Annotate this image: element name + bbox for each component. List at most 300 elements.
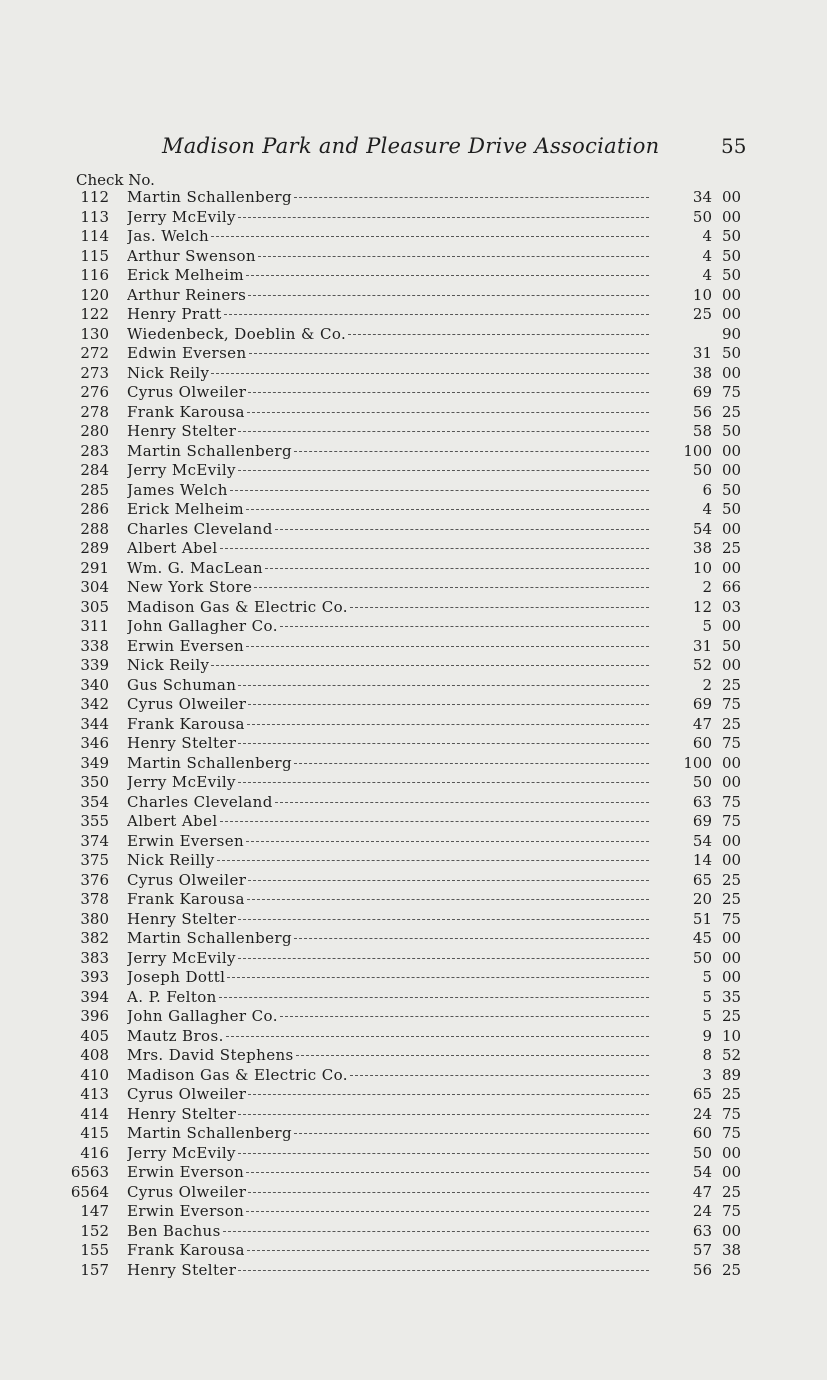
list-item bbox=[0, 208, 827, 228]
amount-cents: 75 bbox=[722, 383, 742, 401]
list-item bbox=[0, 871, 827, 891]
payee-name: Albert Abel bbox=[127, 539, 218, 557]
list-item bbox=[0, 968, 827, 988]
amount-cents: 00 bbox=[722, 558, 742, 577]
list-item bbox=[0, 715, 827, 735]
check-number: 340 bbox=[80, 675, 109, 694]
amount-dollars: 24 bbox=[692, 1202, 712, 1220]
amount-cents: 00 bbox=[722, 441, 742, 460]
amount-cents: 50 bbox=[722, 227, 742, 245]
list-item bbox=[0, 188, 827, 208]
payee-cell bbox=[127, 1027, 649, 1047]
amount-dollars: 2 bbox=[702, 578, 712, 596]
list-item bbox=[0, 364, 827, 384]
dotted-leader bbox=[275, 801, 649, 803]
check-number: 147 bbox=[80, 1202, 109, 1220]
amount-cents: 89 bbox=[722, 1065, 742, 1084]
check-number: 120 bbox=[80, 285, 109, 304]
payee-name: Frank Karousa bbox=[127, 1241, 245, 1259]
dotted-leader bbox=[247, 898, 649, 900]
check-number: 380 bbox=[80, 909, 109, 928]
list-item bbox=[0, 461, 827, 481]
check-number: 291 bbox=[80, 558, 109, 577]
amount-cents: 50 bbox=[722, 500, 742, 518]
amount-dollars: 25 bbox=[692, 305, 712, 323]
amount-dollars: 50 bbox=[692, 461, 712, 479]
check-number: 130 bbox=[80, 324, 109, 343]
payee-cell bbox=[127, 1046, 649, 1066]
amount-dollars: 69 bbox=[692, 383, 712, 401]
amount-cents: 00 bbox=[722, 1221, 742, 1240]
amount-dollars: 60 bbox=[692, 734, 712, 752]
amount-cents: 25 bbox=[722, 1085, 742, 1103]
amount-dollars: 57 bbox=[692, 1241, 712, 1259]
amount-cents: 00 bbox=[722, 207, 742, 226]
payee-name: Martin Schallenberg bbox=[127, 441, 292, 460]
payee-name: Cyrus Olweiler bbox=[127, 695, 247, 713]
payee-name: A. P. Felton bbox=[127, 987, 217, 1006]
check-number: 305 bbox=[80, 597, 109, 616]
payee-name: Frank Karousa bbox=[127, 402, 245, 421]
payee-cell bbox=[127, 988, 649, 1008]
check-number: 350 bbox=[80, 773, 109, 791]
amount-dollars: 34 bbox=[692, 188, 712, 206]
list-item bbox=[0, 227, 827, 247]
amount-dollars: 100 bbox=[683, 441, 712, 460]
list-item bbox=[0, 383, 827, 403]
dotted-leader bbox=[238, 684, 649, 686]
check-number: 276 bbox=[80, 383, 109, 401]
payee-cell bbox=[127, 305, 649, 325]
amount-cents: 38 bbox=[722, 1241, 742, 1259]
payee-name: Wiedenbeck, Doeblin & Co. bbox=[127, 324, 347, 343]
check-number: 375 bbox=[80, 851, 109, 869]
amount-dollars: 24 bbox=[692, 1104, 712, 1123]
dotted-leader bbox=[211, 372, 649, 374]
payee-cell bbox=[127, 598, 649, 618]
list-item bbox=[0, 637, 827, 657]
dotted-leader bbox=[238, 469, 649, 471]
payee-name: Henry Stelter bbox=[127, 909, 237, 928]
check-number: 285 bbox=[80, 480, 109, 499]
amount-dollars: 65 bbox=[692, 1085, 712, 1103]
amount-cents: 25 bbox=[722, 1007, 742, 1025]
dotted-leader bbox=[254, 586, 649, 588]
list-item bbox=[0, 286, 827, 306]
list-item bbox=[0, 1066, 827, 1086]
payee-cell bbox=[127, 520, 649, 540]
payee-cell bbox=[127, 676, 649, 696]
payee-name: Joseph Dottl bbox=[127, 968, 226, 986]
amount-dollars: 63 bbox=[692, 1221, 712, 1240]
list-item bbox=[0, 773, 827, 793]
payee-cell bbox=[127, 461, 649, 481]
payee-name: Martin Schallenberg bbox=[127, 188, 292, 206]
list-item bbox=[0, 422, 827, 442]
amount-dollars: 100 bbox=[683, 753, 712, 772]
check-number: 6563 bbox=[70, 1163, 109, 1181]
dotted-leader bbox=[248, 391, 649, 393]
dotted-leader bbox=[246, 1210, 649, 1212]
dotted-leader bbox=[294, 937, 649, 939]
list-item bbox=[0, 754, 827, 774]
amount-dollars: 56 bbox=[692, 402, 712, 421]
payee-name: Frank Karousa bbox=[127, 714, 245, 733]
payee-cell bbox=[127, 344, 649, 364]
payee-cell bbox=[127, 656, 649, 676]
list-item bbox=[0, 325, 827, 345]
payee-name: Erwin Everson bbox=[127, 1202, 245, 1220]
amount-cents: 75 bbox=[722, 1202, 742, 1220]
payee-cell bbox=[127, 1261, 649, 1281]
check-number: 155 bbox=[80, 1241, 109, 1259]
amount-dollars: 63 bbox=[692, 792, 712, 811]
list-item bbox=[0, 832, 827, 852]
amount-dollars: 69 bbox=[692, 695, 712, 713]
amount-cents: 50 bbox=[722, 266, 742, 284]
check-number: 339 bbox=[80, 656, 109, 674]
list-item bbox=[0, 617, 827, 637]
dotted-leader bbox=[248, 1191, 649, 1193]
payee-name: Gus Schuman bbox=[127, 675, 237, 694]
payee-cell bbox=[127, 734, 649, 754]
amount-cents: 25 bbox=[722, 675, 742, 694]
amount-cents: 75 bbox=[722, 792, 742, 811]
amount-cents: 35 bbox=[722, 987, 742, 1006]
amount-cents: 50 bbox=[722, 480, 742, 499]
dotted-leader bbox=[248, 1093, 649, 1095]
amount-cents: 00 bbox=[722, 773, 742, 791]
list-item bbox=[0, 247, 827, 267]
list-item bbox=[0, 812, 827, 832]
amount-cents: 00 bbox=[722, 656, 742, 674]
amount-cents: 25 bbox=[722, 890, 742, 908]
list-item bbox=[0, 910, 827, 930]
check-number: 354 bbox=[80, 792, 109, 811]
payee-cell bbox=[127, 1124, 649, 1144]
dotted-leader bbox=[280, 1015, 649, 1017]
payee-cell bbox=[127, 1183, 649, 1203]
amount-cents: 66 bbox=[722, 578, 742, 596]
amount-cents: 75 bbox=[722, 1104, 742, 1123]
amount-cents: 00 bbox=[722, 851, 742, 869]
payee-cell bbox=[127, 851, 649, 871]
amount-cents: 00 bbox=[722, 617, 742, 635]
check-number-column-header: Check No. bbox=[76, 171, 155, 189]
amount-dollars: 3 bbox=[702, 1065, 712, 1084]
amount-dollars: 5 bbox=[702, 617, 712, 635]
check-number: 393 bbox=[80, 968, 109, 986]
payee-cell bbox=[127, 715, 649, 735]
payee-name: Jas. Welch bbox=[127, 227, 210, 245]
amount-cents: 75 bbox=[722, 695, 742, 713]
amount-cents: 00 bbox=[722, 753, 742, 772]
payee-cell bbox=[127, 695, 649, 715]
check-list bbox=[0, 188, 827, 1280]
check-number: 113 bbox=[80, 207, 109, 226]
list-item bbox=[0, 1202, 827, 1222]
dotted-leader bbox=[294, 450, 649, 452]
payee-cell bbox=[127, 1105, 649, 1125]
dotted-leader bbox=[248, 703, 649, 705]
list-item bbox=[0, 559, 827, 579]
check-number: 115 bbox=[80, 246, 109, 265]
amount-dollars: 8 bbox=[702, 1046, 712, 1064]
payee-cell bbox=[127, 442, 649, 462]
amount-cents: 00 bbox=[722, 948, 742, 967]
amount-cents: 00 bbox=[722, 929, 742, 947]
amount-dollars: 50 bbox=[692, 1143, 712, 1162]
payee-cell bbox=[127, 1222, 649, 1242]
payee-name: James Welch bbox=[127, 480, 228, 499]
dotted-leader bbox=[211, 235, 649, 237]
amount-dollars: 31 bbox=[692, 636, 712, 655]
dotted-leader bbox=[294, 762, 649, 764]
dotted-leader bbox=[238, 1152, 649, 1154]
dotted-leader bbox=[224, 313, 649, 315]
list-item bbox=[0, 481, 827, 501]
amount-cents: 00 bbox=[722, 831, 742, 850]
dotted-leader bbox=[280, 625, 649, 627]
payee-name: Henry Stelter bbox=[127, 422, 237, 440]
amount-cents: 50 bbox=[722, 344, 742, 362]
amount-dollars: 38 bbox=[692, 539, 712, 557]
dotted-leader bbox=[246, 508, 649, 510]
payee-cell bbox=[127, 422, 649, 442]
payee-name: Erwin Everson bbox=[127, 1163, 245, 1181]
dotted-leader bbox=[220, 547, 649, 549]
list-item bbox=[0, 1027, 827, 1047]
amount-dollars: 4 bbox=[702, 227, 712, 245]
list-item bbox=[0, 1222, 827, 1242]
list-item bbox=[0, 520, 827, 540]
check-number: 344 bbox=[80, 714, 109, 733]
payee-cell bbox=[127, 968, 649, 988]
amount-cents: 00 bbox=[722, 363, 742, 382]
payee-cell bbox=[127, 890, 649, 910]
dotted-leader bbox=[294, 196, 649, 198]
payee-name: Martin Schallenberg bbox=[127, 753, 292, 772]
payee-name: Madison Gas & Electric Co. bbox=[127, 597, 348, 616]
amount-dollars: 31 bbox=[692, 344, 712, 362]
payee-name: Nick Reilly bbox=[127, 851, 215, 869]
dotted-leader bbox=[247, 723, 649, 725]
amount-cents: 50 bbox=[722, 246, 742, 265]
list-item bbox=[0, 734, 827, 754]
check-number: 280 bbox=[80, 422, 109, 440]
dotted-leader bbox=[217, 859, 649, 861]
list-item bbox=[0, 1085, 827, 1105]
amount-cents: 50 bbox=[722, 636, 742, 655]
payee-cell bbox=[127, 929, 649, 949]
check-number: 284 bbox=[80, 461, 109, 479]
check-number: 410 bbox=[80, 1065, 109, 1084]
dotted-leader bbox=[238, 957, 649, 959]
check-number: 338 bbox=[80, 636, 109, 655]
check-number: 289 bbox=[80, 539, 109, 557]
check-number: 415 bbox=[80, 1124, 109, 1142]
dotted-leader bbox=[223, 1230, 649, 1232]
check-number: 286 bbox=[80, 500, 109, 518]
amount-dollars: 14 bbox=[692, 851, 712, 869]
payee-name: Erwin Eversen bbox=[127, 636, 245, 655]
dotted-leader bbox=[238, 1269, 649, 1271]
check-number: 413 bbox=[80, 1085, 109, 1103]
payee-name: Cyrus Olweiler bbox=[127, 383, 247, 401]
check-number: 112 bbox=[80, 188, 109, 206]
amount-cents: 50 bbox=[722, 422, 742, 440]
check-number: 116 bbox=[80, 266, 109, 284]
payee-name: Nick Reily bbox=[127, 363, 210, 382]
payee-cell bbox=[127, 481, 649, 501]
payee-cell bbox=[127, 559, 649, 579]
amount-cents: 00 bbox=[722, 968, 742, 986]
list-item bbox=[0, 890, 827, 910]
dotted-leader bbox=[247, 411, 649, 413]
list-item bbox=[0, 1261, 827, 1281]
payee-name: Frank Karousa bbox=[127, 890, 245, 908]
amount-cents: 00 bbox=[722, 519, 742, 538]
payee-name: Madison Gas & Electric Co. bbox=[127, 1065, 348, 1084]
payee-cell bbox=[127, 500, 649, 520]
payee-name: Erick Melheim bbox=[127, 500, 244, 518]
amount-dollars: 38 bbox=[692, 363, 712, 382]
amount-cents: 00 bbox=[722, 188, 742, 206]
amount-dollars: 58 bbox=[692, 422, 712, 440]
payee-name: Arthur Swenson bbox=[127, 246, 256, 265]
amount-cents: 75 bbox=[722, 734, 742, 752]
check-number: 374 bbox=[80, 831, 109, 850]
payee-cell bbox=[127, 832, 649, 852]
payee-name: John Gallagher Co. bbox=[127, 617, 278, 635]
payee-cell bbox=[127, 539, 649, 559]
payee-cell bbox=[127, 364, 649, 384]
payee-name: Jerry McEvily bbox=[127, 461, 236, 479]
amount-dollars: 50 bbox=[692, 207, 712, 226]
payee-name: Charles Cleveland bbox=[127, 519, 273, 538]
payee-name: Erick Melheim bbox=[127, 266, 244, 284]
list-item bbox=[0, 1124, 827, 1144]
payee-cell bbox=[127, 1085, 649, 1105]
payee-name: Arthur Reiners bbox=[127, 285, 247, 304]
list-item bbox=[0, 1105, 827, 1125]
amount-cents: 75 bbox=[722, 1124, 742, 1142]
payee-name: Cyrus Olweiler bbox=[127, 870, 247, 889]
amount-cents: 25 bbox=[722, 714, 742, 733]
check-number: 394 bbox=[80, 987, 109, 1006]
payee-cell bbox=[127, 1007, 649, 1027]
payee-cell bbox=[127, 383, 649, 403]
amount-dollars: 56 bbox=[692, 1260, 712, 1279]
amount-cents: 75 bbox=[722, 909, 742, 928]
amount-dollars: 65 bbox=[692, 870, 712, 889]
payee-name: Jerry McEvily bbox=[127, 207, 236, 226]
dotted-leader bbox=[350, 606, 649, 608]
list-item bbox=[0, 578, 827, 598]
check-number: 283 bbox=[80, 441, 109, 460]
check-number: 273 bbox=[80, 363, 109, 382]
amount-dollars: 5 bbox=[702, 968, 712, 986]
check-number: 272 bbox=[80, 344, 109, 362]
amount-cents: 25 bbox=[722, 539, 742, 557]
payee-cell bbox=[127, 617, 649, 637]
dotted-leader bbox=[238, 216, 649, 218]
amount-dollars: 6 bbox=[702, 480, 712, 499]
payee-name: John Gallagher Co. bbox=[127, 1007, 278, 1025]
amount-cents: 25 bbox=[722, 1182, 742, 1201]
amount-cents: 00 bbox=[722, 1143, 742, 1162]
payee-cell bbox=[127, 871, 649, 891]
payee-cell bbox=[127, 188, 649, 208]
check-number: 304 bbox=[80, 578, 109, 596]
amount-dollars: 12 bbox=[692, 597, 712, 616]
dotted-leader bbox=[219, 996, 649, 998]
amount-cents: 00 bbox=[722, 461, 742, 479]
dotted-leader bbox=[246, 274, 649, 276]
payee-cell bbox=[127, 403, 649, 423]
payee-cell bbox=[127, 208, 649, 228]
amount-dollars: 69 bbox=[692, 812, 712, 830]
payee-cell bbox=[127, 227, 649, 247]
check-number: 416 bbox=[80, 1143, 109, 1162]
check-number: 157 bbox=[80, 1260, 109, 1279]
dotted-leader bbox=[238, 430, 649, 432]
dotted-leader bbox=[211, 664, 649, 666]
amount-cents: 00 bbox=[722, 285, 742, 304]
amount-dollars: 4 bbox=[702, 500, 712, 518]
check-number: 383 bbox=[80, 948, 109, 967]
dotted-leader bbox=[246, 1171, 649, 1173]
payee-name: Henry Pratt bbox=[127, 305, 222, 323]
amount-dollars: 54 bbox=[692, 831, 712, 850]
check-number: 414 bbox=[80, 1104, 109, 1123]
amount-dollars: 50 bbox=[692, 773, 712, 791]
list-item bbox=[0, 793, 827, 813]
payee-cell bbox=[127, 1066, 649, 1086]
payee-cell bbox=[127, 793, 649, 813]
check-number: 311 bbox=[80, 617, 109, 635]
amount-cents: 75 bbox=[722, 812, 742, 830]
check-number: 278 bbox=[80, 402, 109, 421]
payee-name: Charles Cleveland bbox=[127, 792, 273, 811]
check-number: 122 bbox=[80, 305, 109, 323]
payee-name: Edwin Eversen bbox=[127, 344, 247, 362]
list-item bbox=[0, 442, 827, 462]
amount-dollars: 10 bbox=[692, 285, 712, 304]
payee-name: Martin Schallenberg bbox=[127, 929, 292, 947]
amount-cents: 90 bbox=[722, 324, 742, 343]
amount-cents: 25 bbox=[722, 870, 742, 889]
amount-cents: 25 bbox=[722, 402, 742, 421]
dotted-leader bbox=[258, 255, 649, 257]
check-number: 6564 bbox=[70, 1182, 109, 1201]
amount-dollars: 20 bbox=[692, 890, 712, 908]
payee-cell bbox=[127, 910, 649, 930]
list-item bbox=[0, 695, 827, 715]
dotted-leader bbox=[238, 781, 649, 783]
payee-name: Ben Bachus bbox=[127, 1221, 221, 1240]
payee-name: Nick Reily bbox=[127, 656, 210, 674]
payee-cell bbox=[127, 325, 649, 345]
dotted-leader bbox=[275, 528, 649, 530]
amount-dollars: 9 bbox=[702, 1026, 712, 1045]
payee-name: Wm. G. MacLean bbox=[127, 558, 263, 577]
payee-name: Jerry McEvily bbox=[127, 948, 236, 967]
amount-dollars: 4 bbox=[702, 246, 712, 265]
payee-name: Martin Schallenberg bbox=[127, 1124, 292, 1142]
dotted-leader bbox=[238, 742, 649, 744]
dotted-leader bbox=[350, 1074, 649, 1076]
